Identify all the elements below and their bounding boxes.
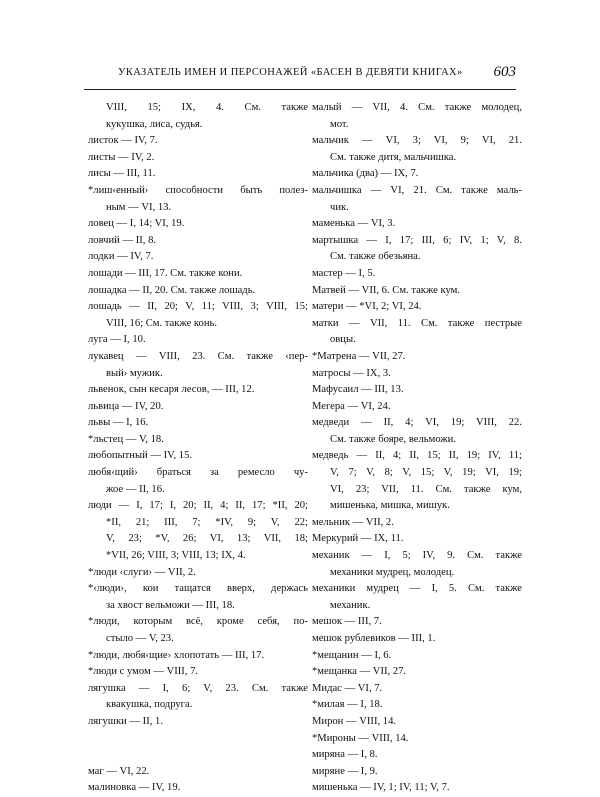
index-entry <box>88 465 308 498</box>
index-entry <box>312 133 522 166</box>
index-entry <box>312 548 522 581</box>
index-entry-line: лошадь — II, 20; V, 11; VIII, 3; VIII, 15; <box>88 301 308 313</box>
index-entry-line: лисы — III, 11. <box>88 168 156 180</box>
index-entry-line: мот. <box>330 118 349 130</box>
index-entry-line: ловчий — II, 8. <box>88 234 157 246</box>
index-entry-line: См. также обезьяна. <box>330 251 421 263</box>
index-entry-line: матки — VII, 11. См. также пестрые <box>312 317 522 329</box>
index-entry <box>312 515 522 532</box>
index-entry-line: жое — II, 16. <box>106 483 165 495</box>
index-entry <box>88 714 308 731</box>
index-entry-line: механик. <box>330 599 371 611</box>
index-entry-line: *Мироны — VIII, 14. <box>312 732 409 744</box>
index-entry-line: квакушка, подруга. <box>106 699 193 711</box>
index-entry-line: лукавец — VIII, 23. См. также ‹пер- <box>88 350 308 362</box>
index-entry <box>88 133 308 150</box>
index-entry-line: любопытный — IV, 15. <box>88 450 193 462</box>
index-entry-line: медведи — II, 4; VI, 19; VIII, 22. <box>312 417 522 429</box>
index-entry <box>88 565 308 582</box>
index-entry <box>312 764 522 781</box>
index-entry-line: *льстец — V, 18. <box>88 433 164 445</box>
index-entry <box>88 764 308 781</box>
index-entry-line: ловец — I, 14; VI, 19. <box>88 218 185 230</box>
index-entry-line: овцы. <box>330 334 356 346</box>
index-entry-line: луга — I, 10. <box>88 334 146 346</box>
index-entry <box>312 531 522 548</box>
index-entry-line: *VII, 26; VIII, 3; VIII, 13; IX, 4. <box>106 550 246 562</box>
index-entry <box>88 233 308 250</box>
index-entry <box>88 614 308 647</box>
index-entry <box>312 166 522 183</box>
index-entry-line: ным — VI, 13. <box>106 201 172 213</box>
index-entry-line: Меркурий — IX, 11. <box>312 533 404 545</box>
index-entry-line: Мирон — VIII, 14. <box>312 715 397 727</box>
index-entry-line: мешок рублевиков — III, 1. <box>312 633 436 644</box>
index-entry-line: маг — VI, 22. <box>88 765 150 777</box>
index-entry-line: механики мудрец, молодец. <box>330 566 455 578</box>
index-entry-line: львенок, сын кесаря лесов, — III, 12. <box>88 384 255 396</box>
index-entry-line: *мещанка — VII, 27. <box>312 666 407 678</box>
index-entry-line: лягушка — I, 6; V, 23. См. также <box>88 682 308 694</box>
index-entry-line: *лиш‹енный› способности быть полез- <box>88 184 308 196</box>
index-column-right <box>312 100 522 797</box>
index-entry <box>312 714 522 731</box>
index-entry-line: *милая — I, 18. <box>312 699 383 711</box>
index-entry <box>312 216 522 233</box>
running-header <box>84 64 516 86</box>
index-entry-line: V, 23; *V, 26; VI, 13; VII, 18; <box>106 533 308 545</box>
index-entry <box>312 448 522 514</box>
index-entry <box>88 382 308 399</box>
index-entry <box>88 249 308 266</box>
index-entry <box>312 664 522 681</box>
index-entry-line: мальчика (два) — IX, 7. <box>312 168 419 180</box>
index-entry <box>88 216 308 233</box>
index-entry-line: VIII, 15; IX, 4. См. также <box>106 102 308 113</box>
index-entry-line: лошадка — II, 20. См. также лошадь. <box>88 284 256 296</box>
index-entry <box>312 382 522 399</box>
index-entry-line: вый› мужик. <box>106 367 163 379</box>
index-entry-line: миряне — I, 9. <box>312 765 378 777</box>
index-entry-line: механики мудрец — I, 5. См. также <box>312 583 522 595</box>
index-entry-line: львы — I, 16. <box>88 417 149 429</box>
index-entry <box>88 266 308 283</box>
index-entry-line: матери — *VI, 2; VI, 24. <box>312 301 422 313</box>
index-entry-line: V, 7; V, 8; V, 15; V, 19; VI, 19; <box>330 467 522 479</box>
index-entry <box>88 681 308 714</box>
index-entry <box>312 183 522 216</box>
index-entry-line: лошади — III, 17. См. также кони. <box>88 267 243 279</box>
index-entry <box>312 697 522 714</box>
index-entry-line: мешок — III, 7. <box>312 616 382 628</box>
index-entry-line: *II, 21; III, 7; *IV, 9; V, 22; <box>106 516 308 528</box>
index-entry-line: *мещанин — I, 6. <box>312 649 392 661</box>
index-entry-line: VIII, 16; См. также конь. <box>106 317 217 329</box>
index-entry <box>312 100 522 133</box>
index-entry <box>88 299 308 332</box>
index-entry <box>312 366 522 383</box>
index-entry-line: люди — I, 17; I, 20; II, 4; II, 17; *II, 20; <box>88 500 308 512</box>
index-entry-line: *люди, которым всё, кроме себя, по- <box>88 616 308 628</box>
index-entry <box>88 780 308 797</box>
index-entry <box>312 747 522 764</box>
index-entry <box>88 648 308 665</box>
index-entry <box>312 731 522 748</box>
index-entry-line: чик. <box>330 201 349 213</box>
index-entry-line: См. также бояре, вельможи. <box>330 433 456 445</box>
index-entry-line: любя‹щий› браться за ремесло чу- <box>88 467 308 479</box>
index-entry <box>88 166 308 183</box>
index-entry <box>312 299 522 316</box>
index-entry-line: малиновка — IV, 19. <box>88 782 181 794</box>
index-entry <box>88 432 308 449</box>
letter-section-gap <box>88 731 308 764</box>
index-entry-line: мишенька — IV, 1; IV, 11; V, 7. <box>312 782 450 794</box>
index-entry <box>312 614 522 631</box>
index-entry-line: маменька — VI, 3. <box>312 218 396 230</box>
index-entry-line: лягушки — II, 1. <box>88 715 163 727</box>
index-entry <box>312 631 522 648</box>
index-entry <box>312 415 522 448</box>
index-entry <box>88 664 308 681</box>
index-entry-line: миряна — I, 8. <box>312 749 378 761</box>
index-entry-line: Мидас — VI, 7. <box>312 682 383 694</box>
index-entry-line: малый — VII, 4. См. также молодец, <box>312 102 522 113</box>
index-entry <box>312 349 522 366</box>
index-entry-line: листы — IV, 2. <box>88 151 155 163</box>
index-entry-line: лодки — IV, 7. <box>88 251 154 263</box>
header-rule <box>84 89 516 90</box>
index-entry-line: Матвей — VII, 6. См. также кум. <box>312 284 460 296</box>
index-column-left <box>88 100 308 797</box>
index-entry-line: *Матрена — VII, 27. <box>312 350 406 362</box>
index-entry <box>88 581 308 614</box>
index-entry-line: мальчишка — VI, 21. См. также маль- <box>312 184 522 196</box>
index-entry-line: за хвост вельможи — III, 18. <box>106 599 235 611</box>
index-entry <box>312 681 522 698</box>
index-entry-line: матросы — IX, 3. <box>312 367 391 379</box>
index-entry <box>88 349 308 382</box>
index-entry <box>88 100 308 133</box>
index-entry-line: кукушка, лиса, судья. <box>106 118 203 130</box>
index-entry-line: См. также дитя, мальчишка. <box>330 151 457 163</box>
index-entry <box>312 399 522 416</box>
index-entry-line: Мегера — VI, 24. <box>312 400 391 412</box>
index-entry <box>88 150 308 167</box>
index-entry-line: механик — I, 5; IV, 9. См. также <box>312 550 522 562</box>
index-entry-line: медведь — II, 4; II, 15; II, 19; IV, 11; <box>312 450 522 462</box>
index-entry <box>88 399 308 416</box>
index-entry-line: стыло — V, 23. <box>106 633 174 644</box>
running-title: УКАЗАТЕЛЬ ИМЕН И ПЕРСОНАЖЕЙ «БАСЕН В ДЕВЯТИ КНИГАХ» <box>118 67 463 78</box>
index-entry <box>88 283 308 300</box>
index-entry-line: львица — IV, 20. <box>88 400 164 412</box>
index-entry <box>312 283 522 300</box>
index-entry-line: мартышка — I, 17; III, 6; IV, 1; V, 8. <box>312 234 522 246</box>
index-entry <box>312 316 522 349</box>
index-entry-line: мальчик — VI, 3; VI, 9; VI, 21. <box>312 135 522 147</box>
index-entry-line: мастер — I, 5. <box>312 267 376 279</box>
index-entry-line: VI, 23; VII, 11. См. также кум, <box>330 483 522 495</box>
index-entry <box>312 233 522 266</box>
index-entry-line: *люди ‹слуги› — VII, 2. <box>88 566 196 578</box>
index-entry <box>312 648 522 665</box>
index-entry-line: листок — IV, 7. <box>88 135 158 147</box>
index-entry-line: *люди, любя‹щие› хлопотать — III, 17. <box>88 649 265 661</box>
index-entry-line: Мафусаил — III, 13. <box>312 384 404 396</box>
index-entry <box>88 448 308 465</box>
index-entry <box>312 581 522 614</box>
index-entry <box>88 332 308 349</box>
index-entry <box>88 183 308 216</box>
index-entry-line: *‹люди›, кои тащатся вверх, держась <box>88 583 308 595</box>
index-entry-line: мишенька, мишка, мишук. <box>330 500 450 512</box>
index-entry <box>88 415 308 432</box>
index-entry <box>312 780 522 797</box>
index-entry-line: мельник — VII, 2. <box>312 516 394 528</box>
index-entry-line: *люди с умом — VIII, 7. <box>88 666 199 678</box>
index-entry <box>312 266 522 283</box>
page-number: 603 <box>493 64 516 80</box>
index-entry <box>88 498 308 564</box>
